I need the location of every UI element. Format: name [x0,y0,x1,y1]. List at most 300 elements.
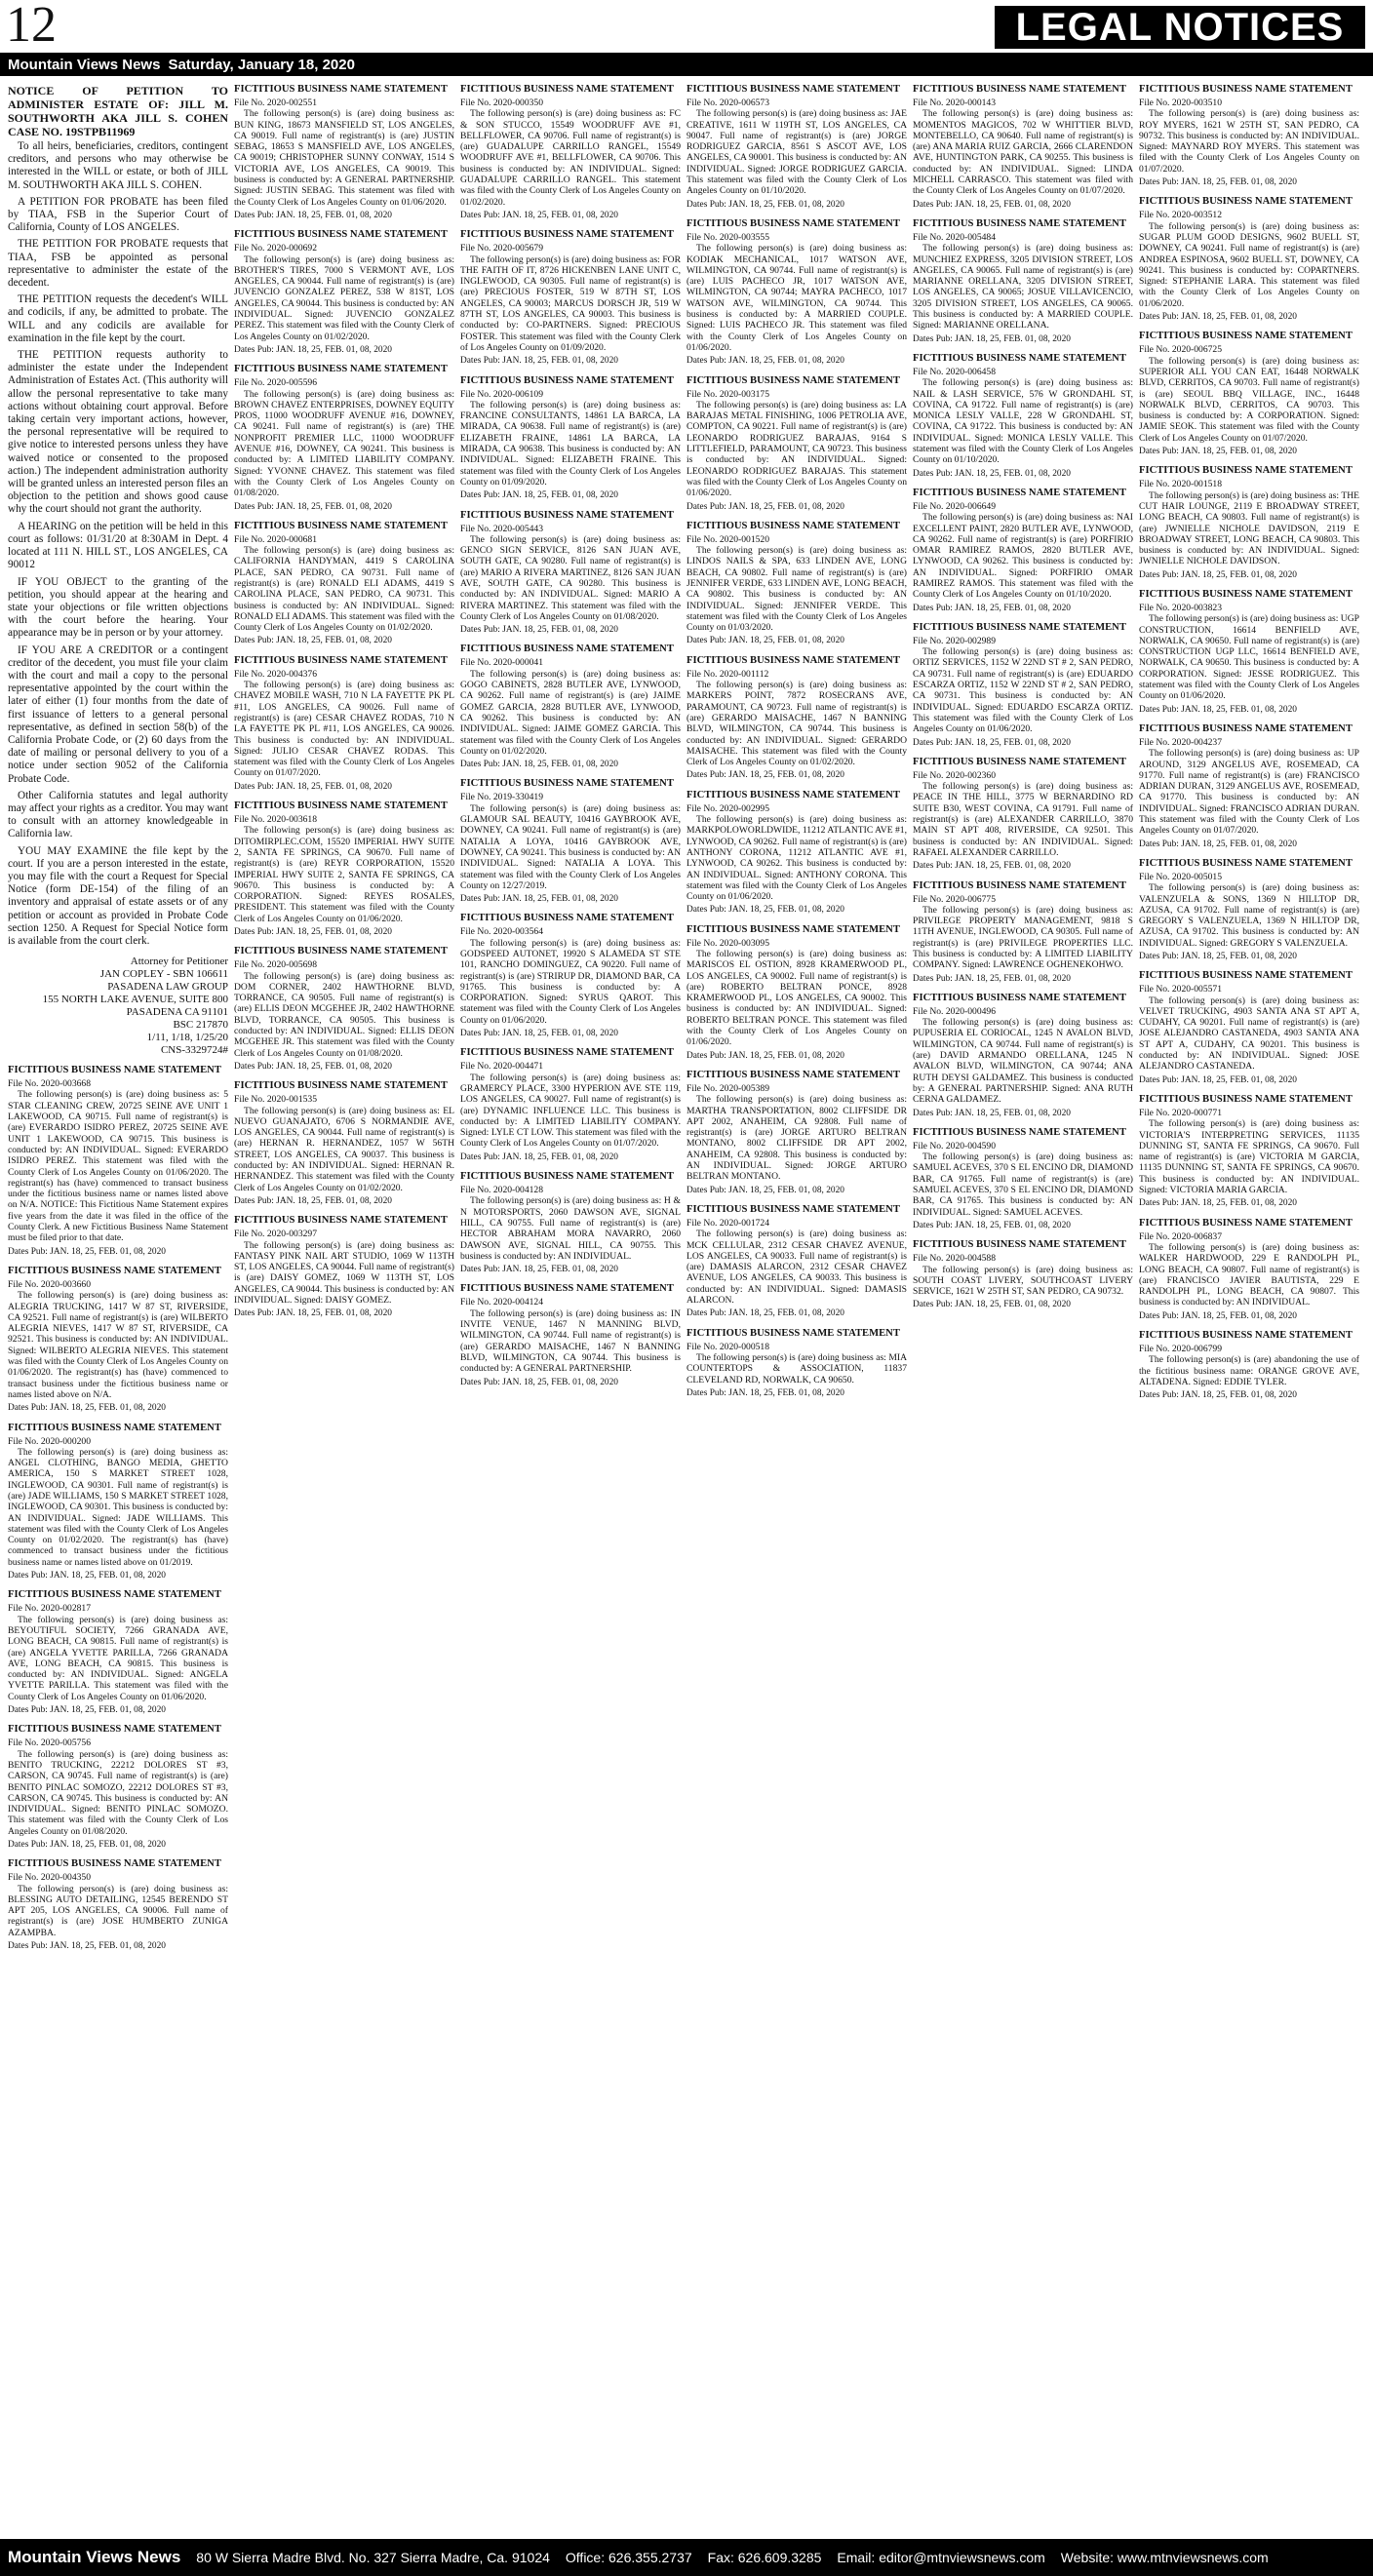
attorney-line: Attorney for Petitioner [130,956,228,968]
fbn-pub-dates: Dates Pub: JAN. 18, 25, FEB. 01, 08, 2020 [234,344,392,355]
fbn-body: The following person(s) is (are) doing business as: MCK CELLULAR, 2312 CESAR CHAVEZ AVENUE, LOS ANGELES, CA 90033. Full name of registrant(s) is (are) DAMASIS ALARCON, 2312 CESAR CHAVEZ AVENUE, LOS ANGELES, CA 90033. This business is conducted by: AN INDIVIDUAL. Signed: DAMASIS ALARCON. [686,1229,907,1307]
fbn-body: The following person(s) is (are) doing business as: GRAMERCY PLACE, 3300 HYPERION AVE STE 119, LOS ANGELES, CA 90027. Full name of registrant(s) is (are) DYNAMIC INFLUENCE LLC. This business is conducted by: A LIMITED LIABILITY COMPANY. Signed: LYLE CT LOW. This statement was filed with the County Clerk of Los Angeles County on 01/07/2020. [460,1072,681,1150]
fbn-body: The following person(s) is (are) doing business as: LA BARAJAS METAL FINISHING, 1006 PETROLIA AVE, COMPTON, CA 90221. Full name of registrant(s) is (are) LEONARDO RODRIGUEZ BARAJAS, 9164 S LITTLEFIELD, PARAMOUNT, CA 90723. This business is conducted by: AN INDIVIDUAL. Signed: LEONARDO RODRIGUEZ BARAJAS. This statement was filed with the County Clerk of Los Angeles County on 01/06/2020. [686,399,907,499]
fbn-body: The following person(s) is (are) doing business as: MARKPOLOWORLDWIDE, 11212 ATLANTIC AVE #1, LYNWOOD, CA 90262. Full name of registrant(s) is (are) ANTHONY CORONA, 11212 ATLANTIC AVE #1, LYNWOOD, CA 90262. This business is conducted by: AN INDIVIDUAL. Signed: ANTHONY CORONA. This statement was filed with the County Clerk of Los Angeles County on 01/06/2020. [686,814,907,903]
fbn-file-number: File No. 2020-004350 [8,1872,92,1884]
probate-paragraph: YOU MAY EXAMINE the file kept by the court. If you are a person interested in the estate, you may file with the court a Request for Special Notice (form DE-154) of the filing of an inventory and appraisal of estate assets or of any petition or account as provided in Probate Code section 1250. A Request for Special Notice form is available from the court clerk. [8,844,228,947]
fbn-pub-dates: Dates Pub: JAN. 18, 25, FEB. 01, 08, 2020 [913,1300,1071,1310]
fbn-notice [913,757,1133,873]
fbn-heading: FICTITIOUS BUSINESS NAME STATEMENT [8,1065,221,1076]
fbn-notice [913,84,1133,211]
fbn-pub-dates: Dates Pub: JAN. 18, 25, FEB. 01, 08, 2020 [234,1061,392,1072]
fbn-list [686,84,907,1399]
fbn-notice [234,1080,454,1207]
masthead [0,0,1373,55]
fbn-notice [234,946,454,1073]
fbn-pub-dates: Dates Pub: JAN. 18, 25, FEB. 01, 08, 2020 [686,199,844,210]
fbn-notice [234,521,454,647]
fbn-file-number: File No. 2020-004237 [1139,736,1223,748]
fbn-heading: FICTITIOUS BUSINESS NAME STATEMENT [8,1422,221,1433]
fbn-heading: FICTITIOUS BUSINESS NAME STATEMENT [1139,588,1353,600]
fbn-heading: FICTITIOUS BUSINESS NAME STATEMENT [460,1171,674,1183]
fbn-body: The following person(s) is (are) doing business as: VICTORIA'S INTERPRETING SERVICES, 11135 DUNNING ST, SANTA FE SPRINGS, CA 90670. Full name of registrant(s) is (are) VICTORIA M GARCIA, 11135 DUNNING ST, SANTA FE SPRINGS, CA 90670. This business is conducted by: AN INDIVIDUAL. Signed: VICTORIA MARIA GARCIA. [1139,1118,1359,1196]
fbn-pub-dates: Dates Pub: JAN. 18, 25, FEB. 01, 08, 2020 [234,1195,392,1206]
fbn-notice [460,375,681,502]
fbn-pub-dates: Dates Pub: JAN. 18, 25, FEB. 01, 08, 2020 [234,927,392,937]
fbn-body: The following person(s) is (are) doing business as: LINDOS NAILS & SPA, 633 LINDEN AVE, LONG BEACH, CA 90802. Full name of registrant(s) is (are) JENNIFER VERDE, 633 LINDEN AVE, LONG BEACH, CA 90802. This business is conducted by: AN INDIVIDUAL. Signed: JENNIFER VERDE. This statement was filed with the County Clerk of Los Angeles County on 01/03/2020. [686,545,907,634]
attorney-line: 1/11, 1/18, 1/25/20 [146,1032,228,1044]
probate-paragraph: THE PETITION requests authority to administer the estate under the Independent Administration of Estates Act. (This authority will allow the personal representative to take many actions without obtaining court approval. Before taking certain very important actions, however, the personal representative will be required to give notice to interested persons unless they have waived notice or consented to the proposed action.) The independent administration authority will be granted unless an interested person files an objection to the petition and shows good cause why the court should not grant the authority. [8,349,228,516]
fbn-heading: FICTITIOUS BUSINESS NAME STATEMENT [913,879,1126,891]
fbn-notice [8,1423,228,1582]
fbn-body: The following person(s) is (are) doing business as: NAI EXCELLENT PAINT, 2820 BUTLER AVE, LYNWOOD, CA 90262. Full name of registrant(s) is (are) PORFIRIO OMAR RAMIREZ RAMOS, 2820 BUTLER AVE, LYNWOOD, CA 90262. This business is conducted by: AN INDIVIDUAL. Signed: PORFIRIO OMAR RAMIREZ RAMOS. This statement was filed with the County Clerk of Los Angeles County on 01/10/2020. [913,512,1133,601]
fbn-heading: FICTITIOUS BUSINESS NAME STATEMENT [8,1265,221,1276]
attorney-line: 155 NORTH LAKE AVENUE, SUITE 800 [42,994,228,1006]
fbn-file-number: File No. 2020-006573 [686,98,770,108]
fbn-body: The following person(s) is (are) doing business as: PRIVILEGE PROPERTY MANAGEMENT, 9818 S 11TH AVENUE, INGLEWOOD, CA 90305. Full name of registrant(s) is (are) PRIVILEGE PROPERTIES LLC. This business is conducted by: A LIMITED LIABILITY COMPANY. Signed: LAWRENCE OGHENEKOHWO. [913,904,1133,971]
fbn-file-number: File No. 2020-000496 [913,1005,997,1017]
fbn-notice [686,655,907,782]
footer-email[interactable]: Email: editor@mtnviewsnews.com [837,2550,1045,2565]
fbn-notice [686,1204,907,1320]
fbn-file-number: File No. 2020-005756 [8,1737,92,1749]
fbn-pub-dates: Dates Pub: JAN. 18, 25, FEB. 01, 08, 2020 [913,1108,1071,1118]
fbn-heading: FICTITIOUS BUSINESS NAME STATEMENT [234,1215,448,1227]
fbn-pub-dates: Dates Pub: JAN. 18, 25, FEB. 01, 08, 2020 [686,356,844,367]
fbn-pub-dates: Dates Pub: JAN. 18, 25, FEB. 01, 08, 2020 [1139,704,1297,715]
fbn-file-number: File No. 2020-000771 [1139,1107,1223,1118]
fbn-heading: FICTITIOUS BUSINESS NAME STATEMENT [1139,857,1353,869]
fbn-pub-dates: Dates Pub: JAN. 18, 25, FEB. 01, 08, 2020 [460,210,618,220]
fbn-body: The following person(s) is (are) doing business as: PUPUSERIA EL CORIOCAL, 1245 N AVALON BLVD, WILMINGTON, CA 90744. Full name of registrant(s) is (are) DAVID ARMANDO ORELLANA, 1245 N AVALON BLVD, WILMINGTON, CA 90744; ANA RUTH DEYSI GALDAMEZ. This business is conducted by: A GENERAL PARTNERSHIP. Signed: ANA RUTH CERNA GALDAMEZ. [913,1017,1133,1106]
fbn-file-number: File No. 2020-002995 [686,802,770,814]
attorney-line: JAN COPLEY - SBN 106611 [99,968,228,981]
fbn-list [234,84,454,1320]
fbn-pub-dates: Dates Pub: JAN. 18, 25, FEB. 01, 08, 2020 [686,1050,844,1061]
column-3 [460,84,681,2531]
fbn-body: The following person(s) is (are) doing business as: WALKER HARDWOOD, 229 E RANDOLPH PL, LONG BEACH, CA 90807. Full name of registrant(s) is (are) FRANCISCO JAVIER BAUTISTA, 229 E RANDOLPH PL, LONG BEACH, CA 90807. This business is conducted by: AN INDIVIDUAL. [1139,1241,1359,1308]
fbn-body: The following person(s) is (are) doing business as: MUNCHIEZ EXPRESS, 3205 DIVISION STREET, LOS ANGELES, CA 90065. Full name of registrant(s) is (are) MARIANNE ORELLANA, 3205 DIVISION STREET, LOS ANGELES, CA 90065; JOSUE VILLAVICENCIO, 3205 DIVISION STREET, LOS ANGELES, CA 90065. This business is conducted by: A MARRIED COUPLE. Signed: MARIANNE ORELLANA. [913,243,1133,332]
fbn-file-number: File No. 2020-003564 [460,926,544,938]
probate-paragraph: A PETITION FOR PROBATE has been filed by TIAA, FSB in the Superior Court of California, County of LOS ANGELES. [8,195,228,234]
attorney-block [8,956,228,1057]
fbn-file-number: File No. 2020-001518 [1139,479,1223,490]
attorney-line: CNS-3329724# [160,1044,228,1057]
fbn-body: The following person(s) is (are) doing business as: MIA COUNTERTOPS & ASSOCIATION, 11837 CLEVELAND RD, NORWALK, CA 90650. [686,1351,907,1386]
fbn-file-number: File No. 2020-000200 [8,1435,92,1447]
fbn-file-number: File No. 2020-005389 [686,1082,770,1094]
fbn-heading: FICTITIOUS BUSINESS NAME STATEMENT [234,364,448,375]
fbn-pub-dates: Dates Pub: JAN. 18, 25, FEB. 01, 08, 2020 [686,1308,844,1319]
fbn-notice [686,1070,907,1196]
fbn-body: The following person(s) is (are) doing business as: ORTIZ SERVICES, 1152 W 22ND ST # 2, SAN PEDRO, CA 90731. Full name of registrant(s) is (are) EDUARDO ESCARZA ORTIZ, 1152 W 22ND ST # 2, SAN PEDRO, CA 90731. This business is conducted by: AN INDIVIDUAL. Signed: EDUARDO ESCARZA ORTIZ. This statement was filed with the County Clerk of Los Angeles County on 01/06/2020. [913,646,1133,735]
probate-notice [8,84,228,1057]
fbn-pub-dates: Dates Pub: JAN. 18, 25, FEB. 01, 08, 2020 [1139,1390,1297,1401]
fbn-file-number: File No. 2020-005679 [460,243,544,254]
fbn-heading: FICTITIOUS BUSINESS NAME STATEMENT [1139,196,1353,208]
fbn-body: The following person(s) is (are) doing business as: VALENZUELA & SONS, 1369 N HILLTOP DR, AZUSA, CA 91702. Full name of registrant(s) is (are) GREGORY S VALENZUELA, 1369 N HILLTOP DR, AZUSA, CA 91702. This business is conducted by: AN INDIVIDUAL. Signed: GREGORY S VALENZUELA. [1139,882,1359,949]
fbn-heading: FICTITIOUS BUSINESS NAME STATEMENT [686,217,900,229]
fbn-file-number: File No. 2020-006458 [913,366,997,377]
fbn-heading: FICTITIOUS BUSINESS NAME STATEMENT [1139,331,1353,342]
fbn-body: The following person(s) is (are) doing business as: ANGEL CLOTHING, BANGO MEDIA, GHETTO AMERICA, 150 S MARKET STREET 1028, INGLEWOOD, CA 90301. Full name of registrant(s) is (are) JADE WILLIAMS, 150 S MARKET STREET 1028, INGLEWOOD, CA 90301. This business is conducted by: AN INDIVIDUAL. Signed: JADE WILLIAMS. This statement was filed with the County Clerk of Los Angeles County on 01/02/2020. The registrant(s) has (have) commenced to transact business under the fictitious business name or names listed above on 01/2019. [8,1446,228,1568]
fbn-file-number: File No. 2020-003618 [234,814,318,826]
fbn-file-number: File No. 2020-004376 [234,668,318,680]
issue-date: Saturday, January 18, 2020 [168,57,355,73]
fbn-pub-dates: Dates Pub: JAN. 18, 25, FEB. 01, 08, 2020 [8,1941,166,1952]
fbn-notice [460,913,681,1039]
fbn-pub-dates: Dates Pub: JAN. 18, 25, FEB. 01, 08, 2020 [913,603,1071,613]
fbn-body: The following person(s) is (are) doing business as: JAE CREATIVE, 1611 W 119TH ST, LOS ANGELES, CA 90047. Full name of registrant(s) is (are) JORGE RODRIGUEZ GARCIA, 8561 S ASCOT AVE, LOS ANGELES, CA 90001. This business is conducted by: AN INDIVIDUAL. Signed: JORGE RODRIGUEZ GARCIA. This statement was filed with the County Clerk of Los Angeles County on 01/10/2020. [686,108,907,197]
footer-address: 80 W Sierra Madre Blvd. No. 327 Sierra Madre, Ca. 91024 [196,2550,550,2565]
fbn-heading: FICTITIOUS BUSINESS NAME STATEMENT [1139,1093,1353,1105]
fbn-notice [913,1127,1133,1231]
fbn-heading: FICTITIOUS BUSINESS NAME STATEMENT [686,1069,900,1080]
fbn-heading: FICTITIOUS BUSINESS NAME STATEMENT [460,374,674,386]
fbn-body: The following person(s) is (are) doing business as: THE CUT HAIR LOUNGE, 2119 E BROADWAY STREET, LONG BEACH, CA 90803. Full name of registrant(s) is (are) JWNIELLE NICHOLE DAVIDSON, 2119 E BROADWAY STREET, LONG BEACH, CA 90803. This business is conducted by: AN INDIVIDUAL. Signed: JWNIELLE NICHOLE DAVIDSON. [1139,489,1359,567]
fbn-notice [1139,970,1359,1086]
fbn-body: The following person(s) is (are) doing business as: BLESSING AUTO DETAILING, 12545 BERENDO ST APT 205, LOS ANGELES, CA 90006. Full name of registrant(s) is (are) JOSE HUMBERTO ZUNIGA AZAMPBA. [8,1883,228,1938]
fbn-notice [1139,1330,1359,1401]
fbn-body: The following person(s) is (are) doing business as: GODSPEED AUTONET, 19920 S ALAMEDA ST STE 101, RANCHO DOMINGUEZ, CA 90220. Full name of registrant(s) is (are) STRIRUP DR, DIAMOND BAR, CA 91765. This business is conducted by: A CORPORATION. Signed: SYRUS QAROT. This statement was filed with the County Clerk of Los Angeles County on 01/06/2020. [460,937,681,1026]
fbn-list [460,84,681,1388]
fbn-pub-dates: Dates Pub: JAN. 18, 25, FEB. 01, 08, 2020 [460,1029,618,1039]
fbn-pub-dates: Dates Pub: JAN. 18, 25, FEB. 01, 08, 2020 [234,1308,392,1319]
fbn-notice [913,218,1133,345]
fbn-file-number: File No. 2020-006649 [913,500,997,512]
fbn-body: The following person(s) is (are) doing business as: UP AROUND, 3129 ANGELUS AVE, ROSEMEAD, CA 91770. Full name of registrant(s) is (are) FRANCISCO ADRIAN DURAN, 3129 ANGELUS AVE, ROSEMEAD, CA 91770. This business is conducted by: AN INDIVIDUAL. Signed: FRANCISCO ADRIAN DURAN. This statement was filed with the County Clerk of Los Angeles County on 01/07/2020. [1139,748,1359,837]
fbn-file-number: File No. 2020-005443 [460,523,544,534]
fbn-notice [8,1266,228,1415]
fbn-pub-dates: Dates Pub: JAN. 18, 25, FEB. 01, 08, 2020 [1139,177,1297,188]
fbn-notice [913,1239,1133,1310]
probate-heading: NOTICE OF PETITION TO ADMINISTER ESTATE OF: JILL M. SOUTHWORTH AKA JILL S. COHEN CASE NO. 19STPB11969 [8,84,228,138]
footer-website[interactable]: Website: www.mtnviewsnews.com [1060,2550,1269,2565]
fbn-pub-dates: Dates Pub: JAN. 18, 25, FEB. 01, 08, 2020 [1139,1198,1297,1209]
fbn-heading: FICTITIOUS BUSINESS NAME STATEMENT [1139,84,1353,95]
fbn-notice [913,488,1133,614]
page-number: 12 [6,0,57,53]
fbn-pub-dates: Dates Pub: JAN. 18, 25, FEB. 01, 08, 2020 [234,210,392,220]
fbn-body: The following person(s) is (are) doing business as: BEYOUTIFUL SOCIETY, 7266 GRANADA AVE, LONG BEACH, CA 90815. Full name of registrant(s) is (are) ANGELA YVETTE PARILLA, 7266 GRANADA AVE, LONG BEACH, CA 90815. This business is conducted by: AN INDIVIDUAL. Signed: ANGELA YVETTE PARILLA. This statement was filed with the County Clerk of Los Angeles County on 01/06/2020. [8,1614,228,1702]
fbn-file-number: File No. 2020-006837 [1139,1230,1223,1242]
fbn-file-number: File No. 2020-001112 [686,668,769,680]
fbn-pub-dates: Dates Pub: JAN. 18, 25, FEB. 01, 08, 2020 [8,1246,166,1257]
fbn-notice [1139,84,1359,188]
fbn-heading: FICTITIOUS BUSINESS NAME STATEMENT [234,229,448,241]
fbn-pub-dates: Dates Pub: JAN. 18, 25, FEB. 01, 08, 2020 [460,625,618,636]
fbn-pub-dates: Dates Pub: JAN. 18, 25, FEB. 01, 08, 2020 [8,1705,166,1716]
fbn-heading: FICTITIOUS BUSINESS NAME STATEMENT [686,84,900,95]
fbn-notice [1139,589,1359,716]
fbn-notice [913,353,1133,480]
fbn-file-number: File No. 2020-003823 [1139,602,1223,613]
probate-paragraph: Other California statutes and legal authority may affect your rights as a creditor. You may want to consult with an attorney knowledgeable in California law. [8,789,228,840]
footer-phone: Office: 626.355.2737 [565,2550,692,2565]
fbn-pub-dates: Dates Pub: JAN. 18, 25, FEB. 01, 08, 2020 [234,781,392,792]
fbn-heading: FICTITIOUS BUSINESS NAME STATEMENT [234,84,448,95]
fbn-pub-dates: Dates Pub: JAN. 18, 25, FEB. 01, 08, 2020 [686,770,844,781]
fbn-body: The following person(s) is (are) doing business as: CALIFORNIA HANDYMAN, 4419 S CAROLINA PLACE, SAN PEDRO, CA 90731. Full name of registrant(s) is (are) RONALD ELI ADAMS, 4419 S CAROLINA PLACE, SAN PEDRO, CA 90731. This business is conducted by: AN INDIVIDUAL. Signed: RONALD ELI ADAMS. This statement was filed with the County Clerk of Los Angeles County on 01/02/2020. [234,545,454,634]
fbn-heading: FICTITIOUS BUSINESS NAME STATEMENT [913,1239,1126,1251]
fbn-notice [1139,858,1359,962]
column-2 [234,84,454,2531]
fbn-notice [1139,331,1359,457]
fbn-file-number: File No. 2020-001520 [686,533,770,545]
fbn-notice [8,1065,228,1258]
fbn-notice [234,364,454,513]
fbn-file-number: File No. 2020-003297 [234,1229,318,1240]
fbn-heading: FICTITIOUS BUSINESS NAME STATEMENT [8,1858,221,1870]
fbn-file-number: File No. 2020-005015 [1139,871,1223,882]
fbn-list [913,84,1133,1311]
fbn-body: The following person(s) is (are) doing business as: CHAVEZ MOBILE WASH, 710 N LA FAYETTE PK PL #11, LOS ANGELES, CA 90026. Full name of registrant(s) is (are) CESAR CHAVEZ RODAS, 710 N LA FAYETTE PK PL #11, LOS ANGELES, CA 90026. This business is conducted by: AN INDIVIDUAL. Signed: JULIO CESAR CHAVEZ RODAS. This statement was filed with the County Clerk of Los Angeles County on 01/07/2020. [234,680,454,779]
fbn-heading: FICTITIOUS BUSINESS NAME STATEMENT [460,1283,674,1295]
fbn-body: The following person(s) is (are) doing business as: ROY MYERS, 1621 W 25TH ST, SAN PEDRO, CA 90732. This business is conducted by: AN INDIVIDUAL. Signed: MAYNARD ROY MYERS. This statement was filed with the County Clerk of Los Angeles County on 01/07/2020. [1139,108,1359,175]
fbn-body: The following person(s) is (are) doing business as: GLAMOUR SAL BEAUTY, 10416 GAYBROOK AVE, DOWNEY, CA 90241. Full name of registrant(s) is (are) NATALIA A LOYA, 10416 GAYBROOK AVE, DOWNEY, CA 90241. This business is conducted by: AN INDIVIDUAL. Signed: NATALIA A LOYA. This statement was filed with the County Clerk of Los Angeles County on 12/27/2019. [460,802,681,891]
fbn-body: The following person(s) is (are) doing business as: SUPERIOR ALL YOU CAN EAT, 16448 NORWALK BLVD, CERRITOS, CA 90703. Full name of registrant(s) is (are) SEOUL BBQ VILLAGE, INC., 16448 NORWALK BLVD, CERRITOS, CA 90703. This business is conducted by: A CORPORATION. Signed: JAMIE SEOK. This statement was filed with the County Clerk of Los Angeles County on 01/07/2020. [1139,355,1359,444]
fbn-notice [1139,1094,1359,1210]
fbn-heading: FICTITIOUS BUSINESS NAME STATEMENT [913,487,1126,498]
fbn-notice [913,880,1133,985]
fbn-body: The following person(s) is (are) doing business as: VELVET TRUCKING, 4903 SANTA ANA ST APT A, CUDAHY, CA 90201. Full name of registrant(s) is (are) JOSE ALEJANDRO CASTANEDA, 4903 SANTA ANA ST APT A, CUDAHY, CA 90201. This business is conducted by: AN INDIVIDUAL. Signed: JOSE ALEJANDRO CASTANEDA. [1139,995,1359,1073]
fbn-heading: FICTITIOUS BUSINESS NAME STATEMENT [1139,722,1353,734]
fbn-body: The following person(s) is (are) doing business as: FRANCINE CONSULTANTS, 14861 LA BARCA, LA MIRADA, CA 90638. Full name of registrant(s) is (are) ELIZABETH FRAINE, 14861 LA BARCA, LA MIRADA, CA 90638. This business is conducted by: AN INDIVIDUAL. Signed: ELIZABETH FRAINE. This statement was filed with the County Clerk of Los Angeles County on 01/09/2020. [460,399,681,488]
fbn-pub-dates: Dates Pub: JAN. 18, 25, FEB. 01, 08, 2020 [686,905,844,916]
fbn-notice [686,1328,907,1399]
fbn-heading: FICTITIOUS BUSINESS NAME STATEMENT [913,756,1126,767]
footer-publication: Mountain Views News [8,2548,181,2566]
fbn-list [1139,84,1359,1402]
probate-paragraph: To all heirs, beneficiaries, creditors, contingent creditors, and persons who may otherwise be interested in the WILL or estate, or both of JILL M. SOUTHWORTH AKA JILL S. COHEN. [8,140,228,191]
fbn-file-number: File No. 2020-006799 [1139,1344,1223,1355]
fbn-notice [686,218,907,368]
fbn-body: The following person(s) is (are) doing business as: FC & SON STUCCO, 15549 WOODRUFF AVE #1, BELLFLOWER, CA 90706. Full name of registrant(s) is (are) GUADALUPE CARRILLO RANGEL, 15549 WOODRUFF AVE #1, BELLFLOWER, CA 90706. This business is conducted by: AN INDIVIDUAL. Signed: GUADALUPE CARRILLO RANGEL. This statement was filed with the County Clerk of Los Angeles County on 01/02/2020. [460,108,681,208]
fbn-file-number: File No. 2020-005596 [234,377,318,389]
fbn-file-number: File No. 2020-003175 [686,388,770,400]
fbn-notice [460,1047,681,1163]
fbn-file-number: File No. 2020-005484 [913,231,997,243]
fbn-notice [1139,196,1359,323]
fbn-heading: FICTITIOUS BUSINESS NAME STATEMENT [460,84,674,95]
fbn-pub-dates: Dates Pub: JAN. 18, 25, FEB. 01, 08, 2020 [234,636,392,646]
fbn-heading: FICTITIOUS BUSINESS NAME STATEMENT [460,509,674,521]
fbn-heading: FICTITIOUS BUSINESS NAME STATEMENT [686,1203,900,1215]
fbn-heading: FICTITIOUS BUSINESS NAME STATEMENT [686,1327,900,1339]
fbn-pub-dates: Dates Pub: JAN. 18, 25, FEB. 01, 08, 2020 [1139,839,1297,849]
fbn-body: The following person(s) is (are) doing business as: BENITO TRUCKING, 22212 DOLORES ST #3, CARSON, CA 90745. Full name of registrant(s) is (are) BENITO PINLAC SOMOZO, 22212 DOLORES ST #3, CARSON, CA 90745. This business is conducted by: AN INDIVIDUAL. Signed: BENITO PINLAC SOMOZO. This statement was filed with the County Clerk of Los Angeles County on 01/08/2020. [8,1748,228,1837]
attorney-line: BSC 217870 [173,1019,228,1032]
fbn-notice [1139,1218,1359,1322]
fbn-heading: FICTITIOUS BUSINESS NAME STATEMENT [1139,970,1353,982]
probate-paragraph: THE PETITION FOR PROBATE requests that TIAA, FSB be appointed as personal representative to administer the estate of the decedent. [8,238,228,290]
fbn-notice [913,993,1133,1119]
fbn-heading: FICTITIOUS BUSINESS NAME STATEMENT [913,84,1126,95]
fbn-heading: FICTITIOUS BUSINESS NAME STATEMENT [234,946,448,957]
fbn-heading: FICTITIOUS BUSINESS NAME STATEMENT [8,1724,221,1736]
probate-paragraph: THE PETITION requests the decedent's WILL and codicils, if any, be admitted to probate. The WILL and any codicils are available for examination in the file kept by the court. [8,293,228,344]
fbn-pub-dates: Dates Pub: JAN. 18, 25, FEB. 01, 08, 2020 [1139,1074,1297,1085]
fbn-heading: FICTITIOUS BUSINESS NAME STATEMENT [460,778,674,790]
fbn-pub-dates: Dates Pub: JAN. 18, 25, FEB. 01, 08, 2020 [460,760,618,770]
fbn-pub-dates: Dates Pub: JAN. 18, 25, FEB. 01, 08, 2020 [8,1840,166,1850]
fbn-body: The following person(s) is (are) doing business as: MARISCOS EL OSTION, 8928 KRAMERWOOD PL, LOS ANGELES, CA 90002. Full name of registrant(s) is (are) ROBERTO BELTRAN PONCE, 8928 KRAMERWOOD PL, LOS ANGELES, CA 90002. This business is conducted by: AN INDIVIDUAL. Signed: ROBERTO BELTRAN PONCE. This statement was filed with the County Clerk of Los Angeles County on 01/06/2020. [686,949,907,1048]
fbn-pub-dates: Dates Pub: JAN. 18, 25, FEB. 01, 08, 2020 [8,1571,166,1581]
fbn-heading: FICTITIOUS BUSINESS NAME STATEMENT [1139,465,1353,477]
footer-fax: Fax: 626.609.3285 [707,2550,822,2565]
fbn-pub-dates: Dates Pub: JAN. 18, 25, FEB. 01, 08, 2020 [1139,952,1297,961]
fbn-notice [686,521,907,647]
fbn-heading: FICTITIOUS BUSINESS NAME STATEMENT [8,1589,221,1601]
fbn-heading: FICTITIOUS BUSINESS NAME STATEMENT [686,923,900,935]
fbn-heading: FICTITIOUS BUSINESS NAME STATEMENT [686,374,900,386]
fbn-heading: FICTITIOUS BUSINESS NAME STATEMENT [460,913,674,924]
fbn-notice [8,1858,228,1952]
fbn-file-number: File No. 2020-001535 [234,1094,318,1106]
fbn-notice [460,1283,681,1387]
fbn-body: The following person(s) is (are) doing business as: H & N MOTORSPORTS, 2060 DAWSON AVE, SIGNAL HILL, CA 90755. Full name of registrant(s) is (are) HECTOR ABRAHAM MORA NAVARRO, 2060 DAWSON AVE, SIGNAL HILL, CA 90755. This business is conducted by: AN INDIVIDUAL. [460,1195,681,1262]
fbn-file-number: File No. 2020-005571 [1139,984,1223,995]
fbn-file-number: File No. 2020-004471 [460,1061,544,1073]
fbn-file-number: File No. 2020-004590 [913,1140,997,1151]
fbn-notice [913,622,1133,749]
fbn-notice [234,1215,454,1319]
fbn-heading: FICTITIOUS BUSINESS NAME STATEMENT [234,654,448,666]
fbn-heading: FICTITIOUS BUSINESS NAME STATEMENT [460,644,674,655]
fbn-body: The following person(s) is (are) doing business as: MOMENTOS MAGICOS, 702 W WHITTIER BLVD, MONTEBELLO, CA 90640. Full name of registrant(s) is (are) ANA MARIA RUIZ GARCIA, 2666 CLARENDON AVE, HUNTINGTON PARK, CA 90255. This business is conducted by: AN INDIVIDUAL. Signed: LINDA MICHELL CARRASCO. This statement was filed with the County Clerk of Los Angeles County on 01/07/2020. [913,108,1133,197]
fbn-file-number: File No. 2020-002817 [8,1603,92,1615]
fbn-body: The following person(s) is (are) doing business as: GENCO SIGN SERVICE, 8126 SAN JUAN AVE, SOUTH GATE, CA 90280. Full name of registrant(s) is (are) MARIO A RIVERA MARTINEZ, 8126 SAN JUAN AVE, SOUTH GATE, CA 90280. This business is conducted by: AN INDIVIDUAL. Signed: MARIO A RIVERA MARTINEZ. This statement was filed with the County Clerk of Los Angeles County on 01/08/2020. [460,533,681,622]
fbn-notice [234,800,454,938]
probate-paragraph: A HEARING on the petition will be held in this court as follows: 01/31/20 at 8:30AM in Dept. 4 located at 111 N. HILL ST., LOS ANGELES, CA 90012 [8,520,228,571]
fbn-file-number: File No. 2020-000518 [686,1341,770,1352]
fbn-heading: FICTITIOUS BUSINESS NAME STATEMENT [1139,1217,1353,1229]
fbn-notice [460,229,681,367]
fbn-notice [234,655,454,793]
fbn-heading: FICTITIOUS BUSINESS NAME STATEMENT [686,654,900,666]
fbn-pub-dates: Dates Pub: JAN. 18, 25, FEB. 01, 08, 2020 [1139,447,1297,457]
fbn-notice [460,84,681,221]
footer-bar [0,2539,1373,2576]
attorney-line: PASADENA CA 91101 [126,1006,228,1019]
fbn-body: The following person(s) is (are) doing business as: FOR THE FAITH OF IT, 8726 HICKENBEN LANE UNIT C, INGLEWOOD, CA 90305. Full name of registrant(s) is (are) PRECIOUS FOSTER, 519 W 87TH ST, LOS ANGELES, CA 90003; MARCUS DORSCH JR, 519 W 87TH ST, LOS ANGELES, CA 90003. This business is conducted by: CO-PARTNERS. Signed: PRECIOUS FOSTER. This statement was filed with the County Clerk of Los Angeles County on 01/09/2020. [460,254,681,353]
fbn-body: The following person(s) is (are) doing business as: BROWN CHAVEZ ENTERPRISES, DOWNEY EQUITY PROS, 11000 WOODRUFF AVENUE #16, DOWNEY, CA 90241. Full name of registrant(s) is (are) THE NONPROFIT PREMIER LLC, 11000 WOODRUFF AVENUE #16, DOWNEY, CA 90241. This business is conducted by: A LIMITED LIABILITY COMPANY. Signed: YVONNE CHAVEZ. This statement was filed with the County Clerk of Los Angeles County on 01/08/2020. [234,388,454,499]
fbn-heading: FICTITIOUS BUSINESS NAME STATEMENT [234,520,448,531]
fbn-pub-dates: Dates Pub: JAN. 18, 25, FEB. 01, 08, 2020 [913,333,1071,344]
fbn-body: The following person(s) is (are) doing business as: MARTHA TRANSPORTATION, 8002 CLIFFSIDE DR APT 2002, ANAHEIM, CA 92808. Full name of registrant(s) is (are) JORGE ARTURO BELTRAN MONTANO, 8002 CLIFFSIDE DR APT 2002, ANAHEIM, CA 92808. This business is conducted by: AN INDIVIDUAL. Signed: JORGE ARTURO BELTRAN MONTANO. [686,1094,907,1183]
fbn-pub-dates: Dates Pub: JAN. 18, 25, FEB. 01, 08, 2020 [913,468,1071,479]
fbn-file-number: File No. 2020-000692 [234,243,318,254]
fbn-file-number: File No. 2020-001724 [686,1217,770,1229]
fbn-file-number: File No. 2020-004124 [460,1297,544,1308]
fbn-file-number: File No. 2019-330419 [460,792,544,803]
probate-paragraph: IF YOU OBJECT to the granting of the petition, you should appear at the hearing and state your objections or file written objections with the court before the hearing. Your appearance may be in person or by your attorney. [8,575,228,640]
fbn-body: The following person(s) is (are) doing business as: FANTASY PINK NAIL ART STUDIO, 1069 W 113TH ST, LOS ANGELES, CA 90044. Full name of registrant(s) is (are) DAISY GOMEZ, 1069 W 113TH ST, LOS ANGELES, CA 90044. This business is conducted by: AN INDIVIDUAL. Signed: DAISY GOMEZ. [234,1239,454,1307]
column-4 [686,84,907,2531]
probate-paragraph: IF YOU ARE A CREDITOR or a contingent creditor of the decedent, you must file your claim with the court and mail a copy to the personal representative appointed by the court within the later of either (1) four months from the date of first issuance of letters to a general personal representative, as defined in section 58(b) of the California Probate Code, or (2) 60 days from the date of mailing or personal delivery to you of a notice under section 9052 of the California Probate Code. [8,644,228,785]
fbn-body: The following person(s) is (are) doing business as: KODIAK MECHANICAL, 1017 WATSON AVE, WILMINGTON, CA 90744. Full name of registrant(s) is (are) LUIS PACHECO JR, 1017 WATSON AVE, WILMINGTON, CA 90744; MAYRA PACHECO, 1017 WATSON AVE, WILMINGTON, CA 90744. This business is conducted by: A MARRIED COUPLE. Signed: LUIS PACHECO JR. This statement was filed with the County Clerk of Los Angeles County on 01/06/2020. [686,243,907,353]
column-6 [1139,84,1359,2531]
fbn-pub-dates: Dates Pub: JAN. 18, 25, FEB. 01, 08, 2020 [460,1265,618,1275]
fbn-file-number: File No. 2020-000143 [913,98,997,108]
fbn-pub-dates: Dates Pub: JAN. 18, 25, FEB. 01, 08, 2020 [234,501,392,512]
publication-name: Mountain Views News [8,57,161,73]
fbn-file-number: File No. 2020-000350 [460,98,544,108]
fbn-file-number: File No. 2020-005698 [234,959,318,971]
fbn-body: The following person(s) is (are) doing business as: BROTHER'S TIRES, 7000 S VERMONT AVE, LOS ANGELES, CA 90044. Full name of registrant(s) is (are) JUVENCIO GONZALEZ PEREZ, 538 W 81ST, LOS ANGELES, CA 90044. This business is conducted by: AN INDIVIDUAL. Signed: JUVENCIO GONZALEZ PEREZ. This statement was filed with the County Clerk of Los Angeles County on 01/02/2020. [234,254,454,342]
fbn-file-number: File No. 2020-002360 [913,769,997,781]
fbn-pub-dates: Dates Pub: JAN. 18, 25, FEB. 01, 08, 2020 [460,894,618,905]
fbn-pub-dates: Dates Pub: JAN. 18, 25, FEB. 01, 08, 2020 [1139,1310,1297,1321]
fbn-notice [686,375,907,513]
fbn-file-number: File No. 2020-000041 [460,657,544,669]
fbn-notice [1139,465,1359,581]
fbn-notice [686,790,907,917]
fbn-pub-dates: Dates Pub: JAN. 18, 25, FEB. 01, 08, 2020 [913,861,1071,872]
fbn-notice [460,778,681,905]
fbn-notice [1139,723,1359,850]
fbn-file-number: File No. 2020-002989 [913,635,997,646]
fbn-heading: FICTITIOUS BUSINESS NAME STATEMENT [460,1047,674,1059]
fbn-file-number: File No. 2020-003510 [1139,98,1223,108]
fbn-body: The following person(s) is (are) doing business as: SOUTH COAST LIVERY, SOUTHCOAST LIVERY SERVICE, 1621 W 25TH ST, SAN PEDRO, CA 90732. [913,1264,1133,1298]
fbn-heading: FICTITIOUS BUSINESS NAME STATEMENT [1139,1330,1353,1342]
fbn-file-number: File No. 2020-003668 [8,1078,92,1090]
fbn-file-number: File No. 2020-003555 [686,231,770,243]
column-1 [8,84,228,2531]
fbn-body: The following person(s) is (are) doing business as: 5 STAR CLEANING CREW, 20725 SEINE AVE UNIT 1 LAKEWOOD, CA 90715. Full name of registrant(s) is (are) EVERARDO ISIDRO PEREZ, 20725 SEINE AVE UNIT 1 LAKEWOOD, CA 90715. This business is conducted by: AN INDIVIDUAL. Signed: EVERARDO ISIDRO PEREZ. This statement was filed with the County Clerk of Los Angeles County on 01/06/2020. The registrant(s) has (have) commenced to transact business under the fictitious business name or names listed above on N/A. NOTICE: This Fictitious Name Statement expires five years from the date it was filed in the office of the County Clerk. A new Fictitious Business Name Statement must be filed prior to that date. [8,1089,228,1244]
fbn-pub-dates: Dates Pub: JAN. 18, 25, FEB. 01, 08, 2020 [1139,312,1297,323]
fbn-body: The following person(s) is (are) doing business as: GOGO CABINETS, 2828 BUTLER AVE, LYNWOOD, CA 90262. Full name of registrant(s) is (are) JAIME GOMEZ GARCIA, 2828 BUTLER AVE, LYNWOOD, CA 90262. This business is conducted by: AN INDIVIDUAL. Signed: JAIME GOMEZ GARCIA. This statement was filed with the County Clerk of Los Angeles County on 01/02/2020. [460,668,681,757]
fbn-body: The following person(s) is (are) doing business as: IN INVITE VENUE, 1467 N MANNING BLVD, WILMINGTON, CA 90744. Full name of registrant(s) is (are) GERARDO MAISACHE, 1467 N BANNING BLVD, WILMINGTON, CA 90744. This business is conducted by: A GENERAL PARTNERSHIP. [460,1308,681,1375]
section-title: LEGAL NOTICES [995,6,1365,49]
fbn-body: The following person(s) is (are) doing business as: DOM CORNER, 2402 HAWTHORNE BLVD, TORRANCE, CA 90505. Full name of registrant(s) is (are) ELLIS DEON MCGEHEE JR, 2402 HAWTHORNE BLVD, TORRANCE, CA 90505. This business is conducted by: AN INDIVIDUAL. Signed: ELLIS DEON MCGEHEE JR. This statement was filed with the County Clerk of Los Angeles County on 01/08/2020. [234,970,454,1059]
fbn-notice [460,1171,681,1275]
fbn-file-number: File No. 2020-003512 [1139,210,1223,221]
fbn-file-number: File No. 2020-000681 [234,533,318,545]
fbn-notice [686,84,907,211]
notice-columns [8,84,1365,2531]
fbn-heading: FICTITIOUS BUSINESS NAME STATEMENT [913,1126,1126,1138]
fbn-pub-dates: Dates Pub: JAN. 18, 25, FEB. 01, 08, 2020 [913,737,1071,748]
fbn-heading: FICTITIOUS BUSINESS NAME STATEMENT [913,621,1126,633]
fbn-body: The following person(s) is (are) abandoning the use of the fictitious business name: ORANGE GROVE AVE, ALTADENA. Signed: EDDIE TYLER. [1139,1354,1359,1387]
fbn-pub-dates: Dates Pub: JAN. 18, 25, FEB. 01, 08, 2020 [686,1387,844,1398]
fbn-file-number: File No. 2020-006775 [913,893,997,905]
fbn-pub-dates: Dates Pub: JAN. 18, 25, FEB. 01, 08, 2020 [913,973,1071,984]
fbn-body: The following person(s) is (are) doing business as: SAMUEL ACEVES, 370 S EL ENCINO DR, DIAMOND BAR, CA 91765. Full name of registrant(s) is (are) SAMUEL ACEVES, 370 S EL ENCINO DR, DIAMOND BAR, CA 91765. This business is conducted by: AN INDIVIDUAL. Signed: SAMUEL ACEVES. [913,1151,1133,1218]
fbn-file-number: File No. 2020-004588 [913,1253,997,1265]
fbn-heading: FICTITIOUS BUSINESS NAME STATEMENT [913,352,1126,364]
fbn-notice [8,1589,228,1716]
fbn-pub-dates: Dates Pub: JAN. 18, 25, FEB. 01, 08, 2020 [913,1220,1071,1230]
fbn-pub-dates: Dates Pub: JAN. 18, 25, FEB. 01, 08, 2020 [460,356,618,367]
attorney-line: PASADENA LAW GROUP [107,981,228,994]
fbn-body: The following person(s) is (are) doing business as: PEACE IN THE HILL, 3775 W BERNARDINO RD SUITE B30, WEST COVINA, CA 91791. Full name of registrant(s) is (are) ALEXANDER CARRILLO, 3870 MAIN ST APT 408, RIVERSIDE, CA 92501. This business is conducted by: AN INDIVIDUAL. Signed: RAFAEL ALEXANDER CARRILLO. [913,781,1133,858]
fbn-file-number: File No. 2020-003095 [686,937,770,949]
fbn-heading: FICTITIOUS BUSINESS NAME STATEMENT [913,992,1126,1003]
fbn-pub-dates: Dates Pub: JAN. 18, 25, FEB. 01, 08, 2020 [686,501,844,512]
fbn-heading: FICTITIOUS BUSINESS NAME STATEMENT [234,1080,448,1092]
fbn-pub-dates: Dates Pub: JAN. 18, 25, FEB. 01, 08, 2020 [460,490,618,501]
fbn-notice [686,924,907,1062]
fbn-body: The following person(s) is (are) doing business as: ALEGRIA TRUCKING, 1417 W 87 ST, RIVERSIDE, CA 92521. Full name of registrant(s) is (are) WILBERTO ALEGRIA NIEVES, 1417 W 87 ST, RIVERSIDE, CA 92521. This business is conducted by: AN INDIVIDUAL. Signed: WILBERTO ALEGRIA NIEVES. This statement was filed with the County Clerk of Los Angeles County on 01/06/2020. The registrant(s) has (have) commenced to transact business under the fictitious business name or names listed above on N/A. [8,1290,228,1400]
fbn-pub-dates: Dates Pub: JAN. 18, 25, FEB. 01, 08, 2020 [8,1403,166,1414]
fbn-body: The following person(s) is (are) doing business as: SUGAR PLUM GOOD DESIGNS, 9602 BUELL ST, DOWNEY, CA 90241. Full name of registrant(s) is (are) ANDREA ESPINOSA, 9602 BUELL ST, DOWNEY, CA 90241. This business is conducted by: COPARTNERS. Signed: STEPHANIE LARA. This statement was filed with the County Clerk of Los Angeles County on 01/06/2020. [1139,220,1359,309]
issue-bar [0,55,1373,76]
fbn-body: The following person(s) is (are) doing business as: UGP CONSTRUCTION, 16614 BENFIELD AVE, NORWALK, CA 90650. Full name of registrant(s) is (are) CONSTRUCTION UGP LLC, 16614 BENFIELD AVE, NORWALK, CA 90650. This business is conducted by: A CORPORATION. Signed: JESSE RODRIGUEZ. This statement was filed with the County Clerk of Los Angeles County on 01/06/2020. [1139,613,1359,702]
fbn-heading: FICTITIOUS BUSINESS NAME STATEMENT [460,229,674,241]
